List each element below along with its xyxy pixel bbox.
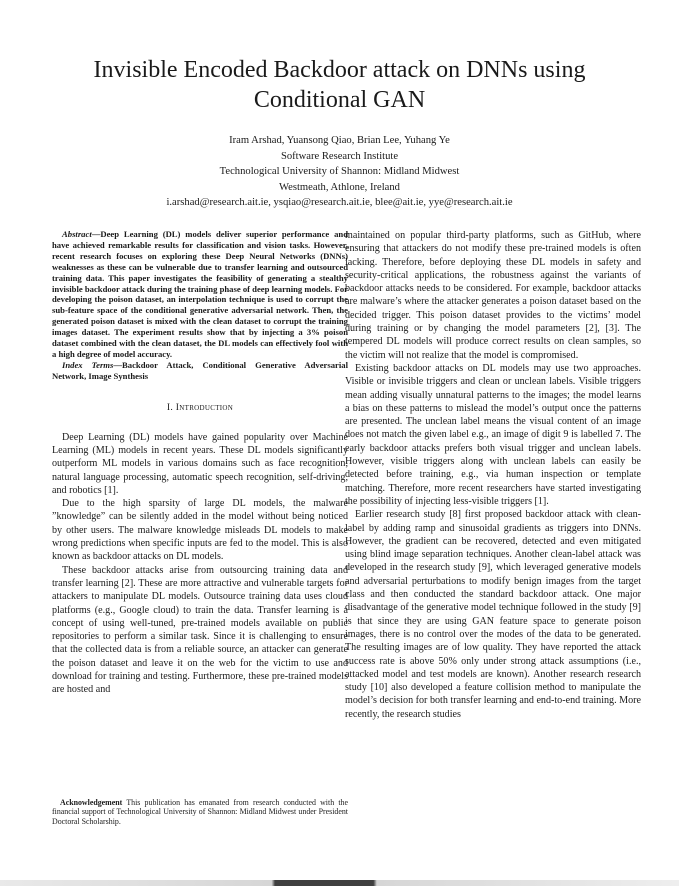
title-line-1: Invisible Encoded Backdoor attack on DNNs using: [93, 57, 586, 83]
acknowledgement: [52, 798, 348, 826]
index-terms-lead: Index Terms: [62, 359, 114, 370]
right-paragraph-3: Earlier research study [8] first proposed backdoor attack with clean-label by adding ramp and sinusoidal gradients as triggers into DNNs. However, the gradient can be recovered, detected and even mitigated using blind image separation techniques. Another clean-label attack was developed in the research study [9], which leveraged generative models and adversarial perturbations to modify benign images from the target class and then conducted the standard backdoor attack. One major disadvantage of the generative model technique followed in the study [9] is that since they are using GAN feature space to generate poison images, there is no control over the modes of the data to be generated. The resulting images are of low quality. They have reported the attack success rate is above 50% only under strong attack assumptions (i.e., attacked model and test models are known). Another research research study [10] also developed a feature collision method to manipulate the model’s decision for both transfer learning and end-to-end training. More recently, the research studies: [345, 509, 641, 720]
title-line-2: Conditional GAN: [253, 87, 426, 113]
abstract-lead: Abstract: [62, 229, 92, 239]
section-title: Introduction: [175, 401, 234, 413]
left-column: [52, 229, 348, 697]
affiliation-line-2: Technological University of Shannon: Midland Midwest: [219, 166, 460, 178]
right-paragraph-2: Existing backdoor attacks on DL models may use two approaches. Visible or invisible triggers and clean or unclean labels. Visible triggers mean adding visually unnatural patterns to the images; the model learns a bias on these patterns to mislead the model’s output once the patterns are presented. The unclean label means the visual content of an image does not match the given label e.g., an image of digit 9 is labelled 7. The early backdoor attacks prefers both visual trigger and unclean labels. However, visible triggers along with unclean labels can easily be detected before training, e.g., via human inspection or template matching. Therefore, more recent researchers have started investigating the possibility of injecting less-visible triggers [1].: [345, 362, 641, 507]
section-number: I.: [166, 401, 174, 413]
right-paragraph-1: maintained on popular third-party platforms, such as GitHub, where ensuring that attackers do not modify these pre-trained models is often lacking. Therefore, before deploying these DL models in safety and security-critical applications, the robustness against the variants of backdoor attacks needs to be considered. For example, backdoor attacks are malware’s where the attacker generates a poison dataset based on the decided trigger. This poison dataset provides to the victims’ model during training or by changing the model parameters [2], [3]. The tempered DL models will produce correct results on clean samples, so the victim will not realize that the model is compromised.: [345, 230, 641, 361]
viewer-scrollbar[interactable]: [0, 880, 679, 886]
affiliation-line-1: Software Research Institute: [280, 150, 399, 162]
intro-paragraph-3: These backdoor attacks arise from outsourcing training data and transfer learning [2]. These are more attractive and vulnerable targets for attackers to manipulate DL models. Outsource training data uses cloud platforms (e.g., Google cloud) to train the data. Transfer learning is a concept of using well-tuned, pre-trained models available on public repositories to perform a similar task. Since it is challenging to ensure that the collected data is from a reliable source, an attacker can generate the poison dataset and leave it on the web for the victim to use and download for training and testing. Furthermore, these pre-trained models are hosted and: [52, 564, 348, 696]
intro-paragraph-1: Deep Learning (DL) models have gained popularity over Machine Learning (ML) models in recent years. These DL models significantly outperform ML models in various domains such as face recognition, natural language processing, automatic speech recognition, self-driving, and robotics [1].: [52, 431, 348, 496]
paper-title: [40, 55, 639, 115]
affiliation-line-3: Westmeath, Athlone, Ireland: [279, 181, 400, 193]
abstract-text: —Deep Learning (DL) models deliver superior performance and have achieved remarkable results for classification and vision tasks. However, recent research focuses on exploring these Deep Neural Networks (DNNs) weaknesses as these can be vulnerable due to transfer learning and outsourced training data. This paper investigates the feasibility of generating a stealthy invisible backdoor attack during the training phase of deep learning models. For developing the poison dataset, an interpolation technique is used to corrupt the sub-feature space of the conditional generative adversarial network. Then, the generated poison dataset is mixed with the clean dataset to corrupt the training images dataset. The experiment results show that by injecting a 3% poison dataset combined with the clean dataset, the DL models can effectively fool with a high degree of model accuracy.: [52, 229, 348, 359]
acknowledgement-text: This publication has emanated from research conducted with the financial support of Technological University of Shannon: Midland Midwest under President Doctoral Scholarship.: [52, 798, 348, 826]
author-names: Iram Arshad, Yuansong Qiao, Brian Lee, Yuhang Ye: [229, 135, 450, 146]
index-terms: [52, 360, 348, 382]
acknowledgement-lead: Acknowledgement: [60, 798, 123, 807]
intro-paragraph-2: Due to the high sparsity of large DL models, the malware ”knowledge” can be silently added in the model without being noticed by other users. The malware knowledge misleads DL models to make wrong predictions when specific inputs are fed to the model. This is also known as backdoor attacks on DL models.: [52, 498, 348, 563]
abstract: [52, 229, 348, 360]
author-emails: i.arshad@research.ait.ie, ysqiao@research.ait.ie, blee@ait.ie, yye@research.ait.ie: [166, 197, 513, 209]
right-column: [345, 229, 641, 721]
index-terms-text: —Backdoor Attack, Conditional Generative Adversarial Network, Image Synthesis: [52, 359, 348, 381]
author-block: [40, 133, 639, 211]
section-heading-introduction: [52, 402, 348, 413]
